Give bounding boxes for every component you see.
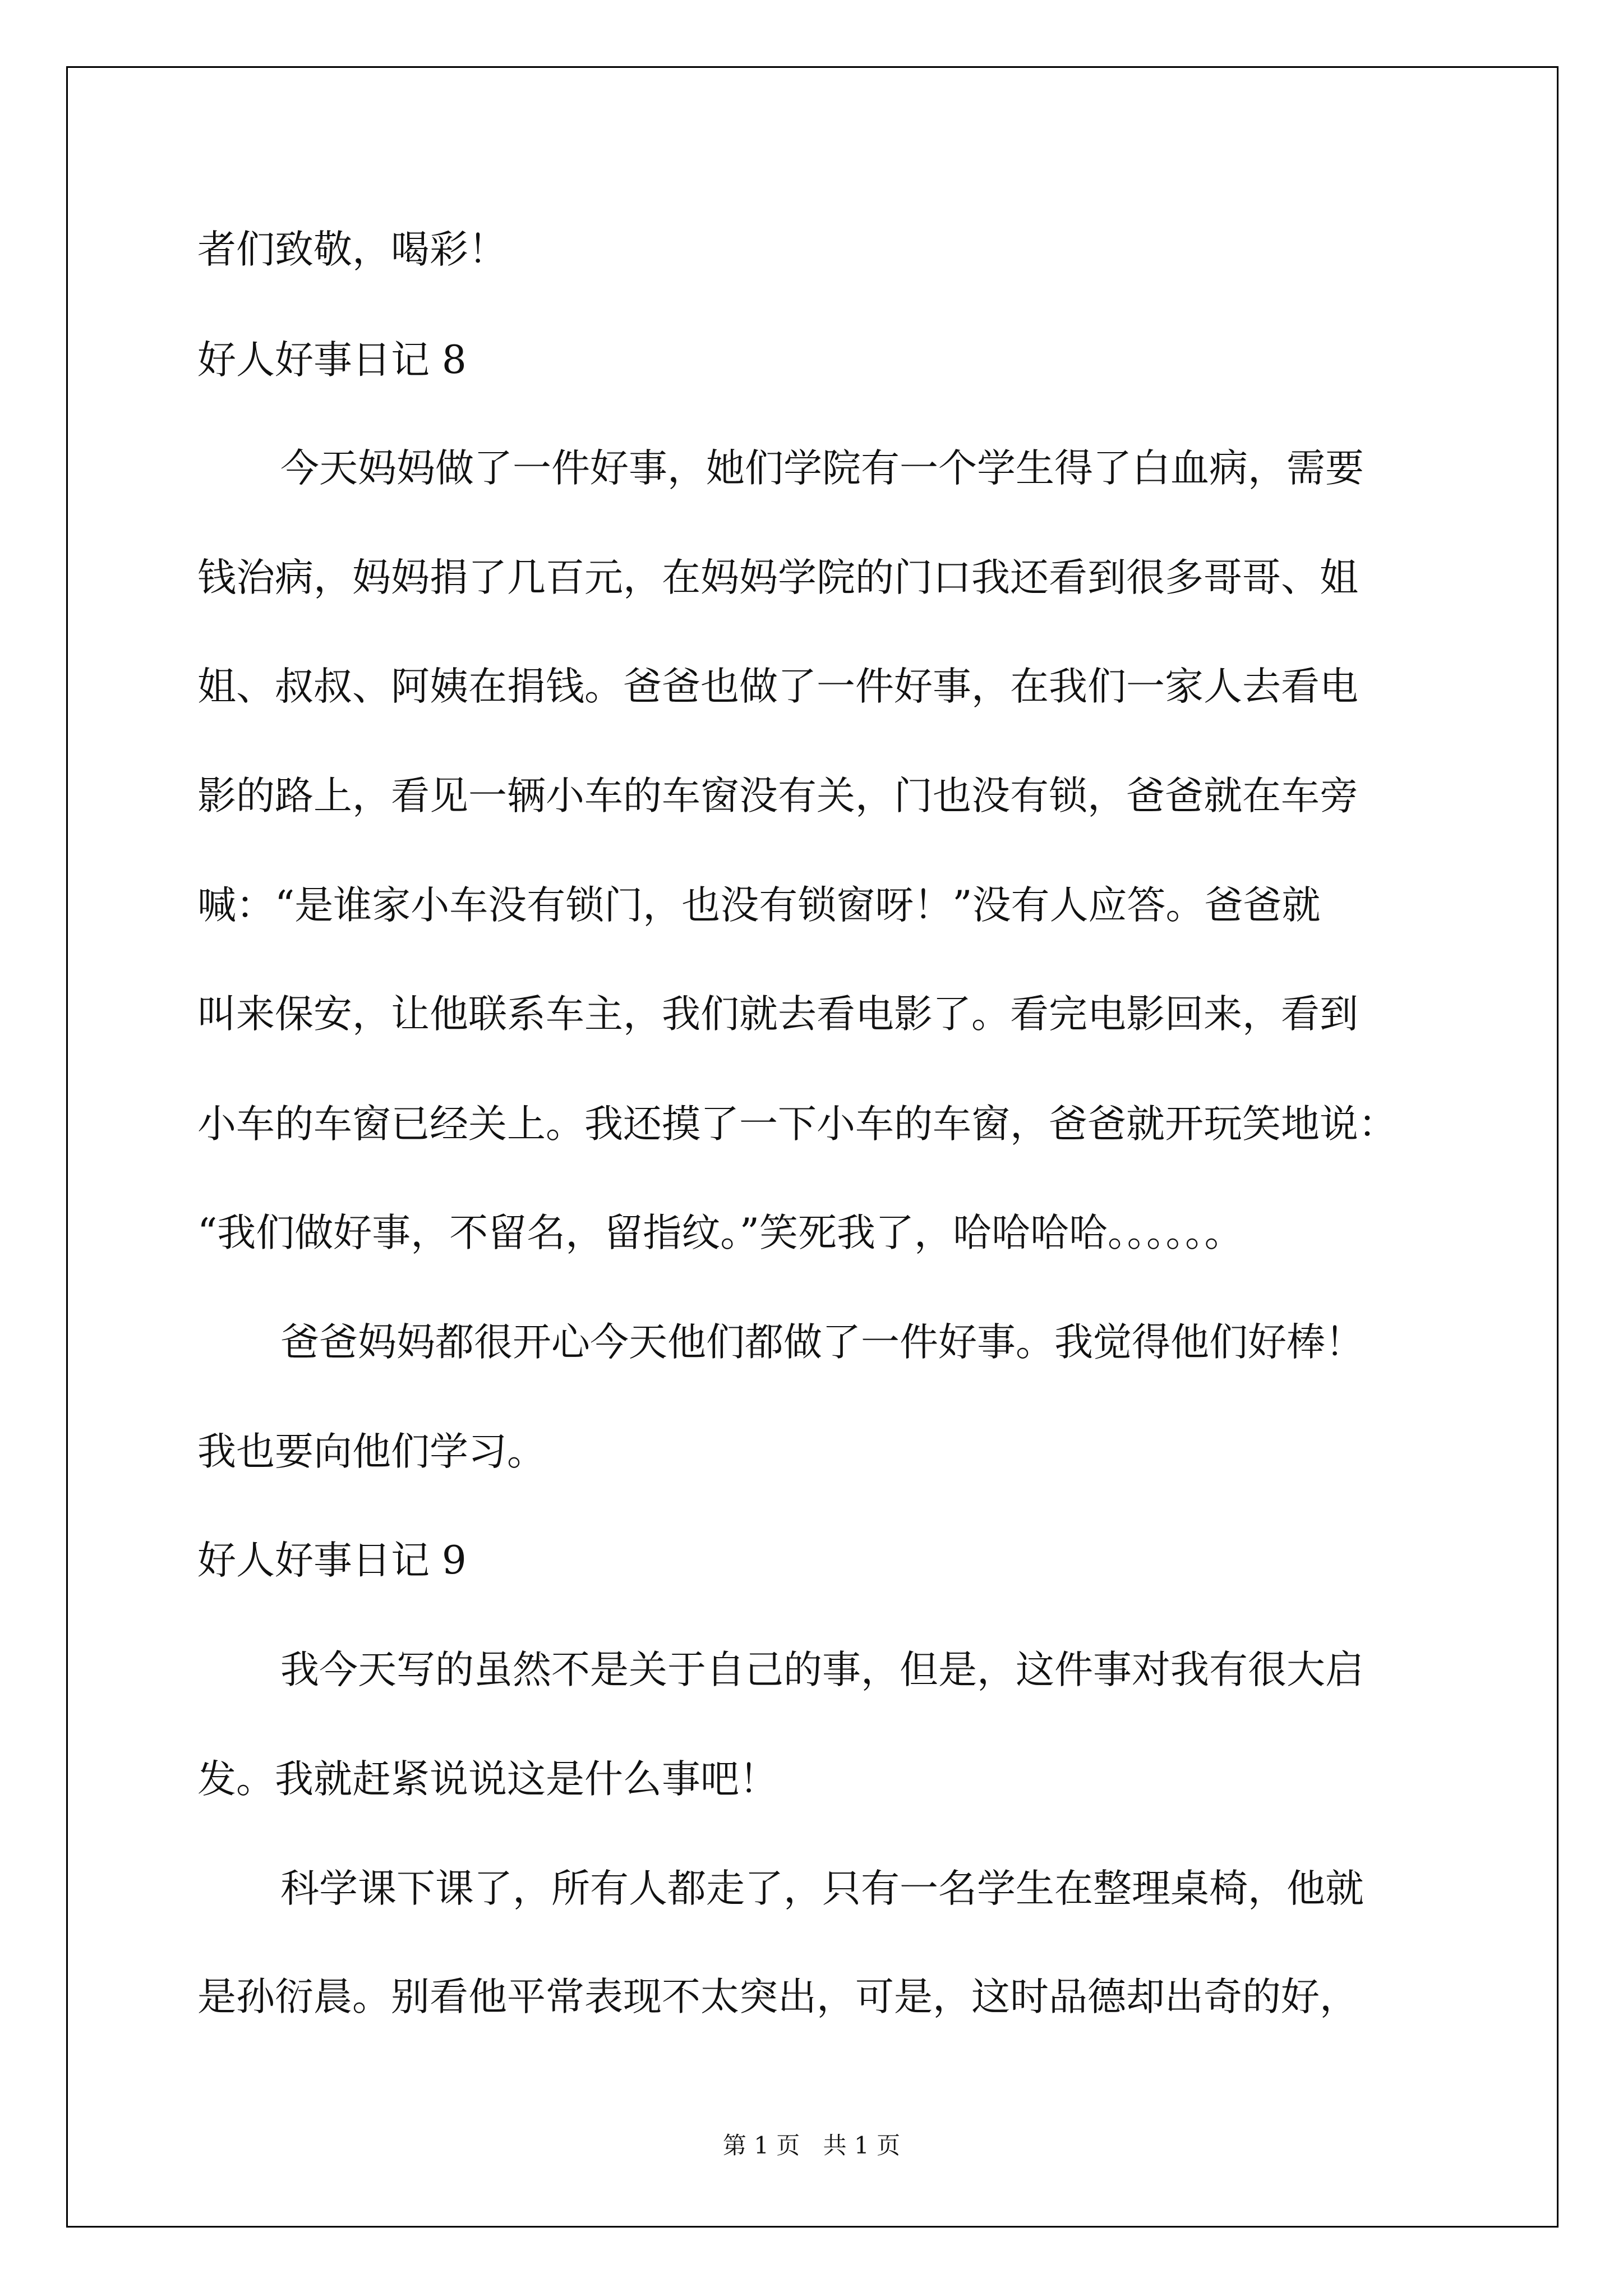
text-line: 小车的车窗已经关上。我还摸了一下小车的车窗，爸爸就开玩笑地说： <box>197 1102 1397 1147</box>
paragraph-start: 科学课下课了，所有人都走了，只有一名学生在整理桌椅，他就 <box>280 1866 1364 1911</box>
section-heading: 好人好事日记 9 <box>197 1538 467 1583</box>
text-line: “我们做好事，不留名，留指纹。”笑死我了，哈哈哈哈。。。。。。 <box>197 1211 1243 1255</box>
page-total: 共 1 页 <box>823 2132 901 2159</box>
text-line: 影的路上，看见一辆小车的车窗没有关，门也没有锁，爸爸就在车旁 <box>197 774 1358 818</box>
text-line: 叫来保安，让他联系车主，我们就去看电影了。看完电影回来，看到 <box>197 992 1358 1037</box>
text-line: 发。我就赶紧说说这是什么事吧！ <box>197 1757 778 1802</box>
text-line: 姐、叔叔、阿姨在捐钱。爸爸也做了一件好事，在我们一家人去看电 <box>197 664 1358 709</box>
text-line: 是孙衍晨。别看他平常表现不太突出，可是，这时品德却出奇的好， <box>197 1975 1358 2019</box>
page-number: 第 1 页 <box>722 2132 800 2159</box>
section-heading: 好人好事日记 8 <box>197 338 467 383</box>
text-line: 钱治病，妈妈捐了几百元，在妈妈学院的门口我还看到很多哥哥、姐 <box>197 555 1358 600</box>
text-line: 喊：“是谁家小车没有锁门，也没有锁窗呀！”没有人应答。爸爸就 <box>197 883 1321 928</box>
page-footer <box>0 2127 1623 2161</box>
paragraph-start: 我今天写的虽然不是关于自己的事，但是，这件事对我有很大启 <box>280 1648 1364 1692</box>
text-line: 我也要向他们学习。 <box>197 1429 546 1474</box>
paragraph-start: 爸爸妈妈都很开心今天他们都做了一件好事。我觉得他们好棒！ <box>280 1320 1364 1365</box>
paragraph-start: 今天妈妈做了一件好事，她们学院有一个学生得了白血病，需要 <box>280 446 1364 491</box>
text-line: 者们致敬，喝彩！ <box>197 227 507 272</box>
